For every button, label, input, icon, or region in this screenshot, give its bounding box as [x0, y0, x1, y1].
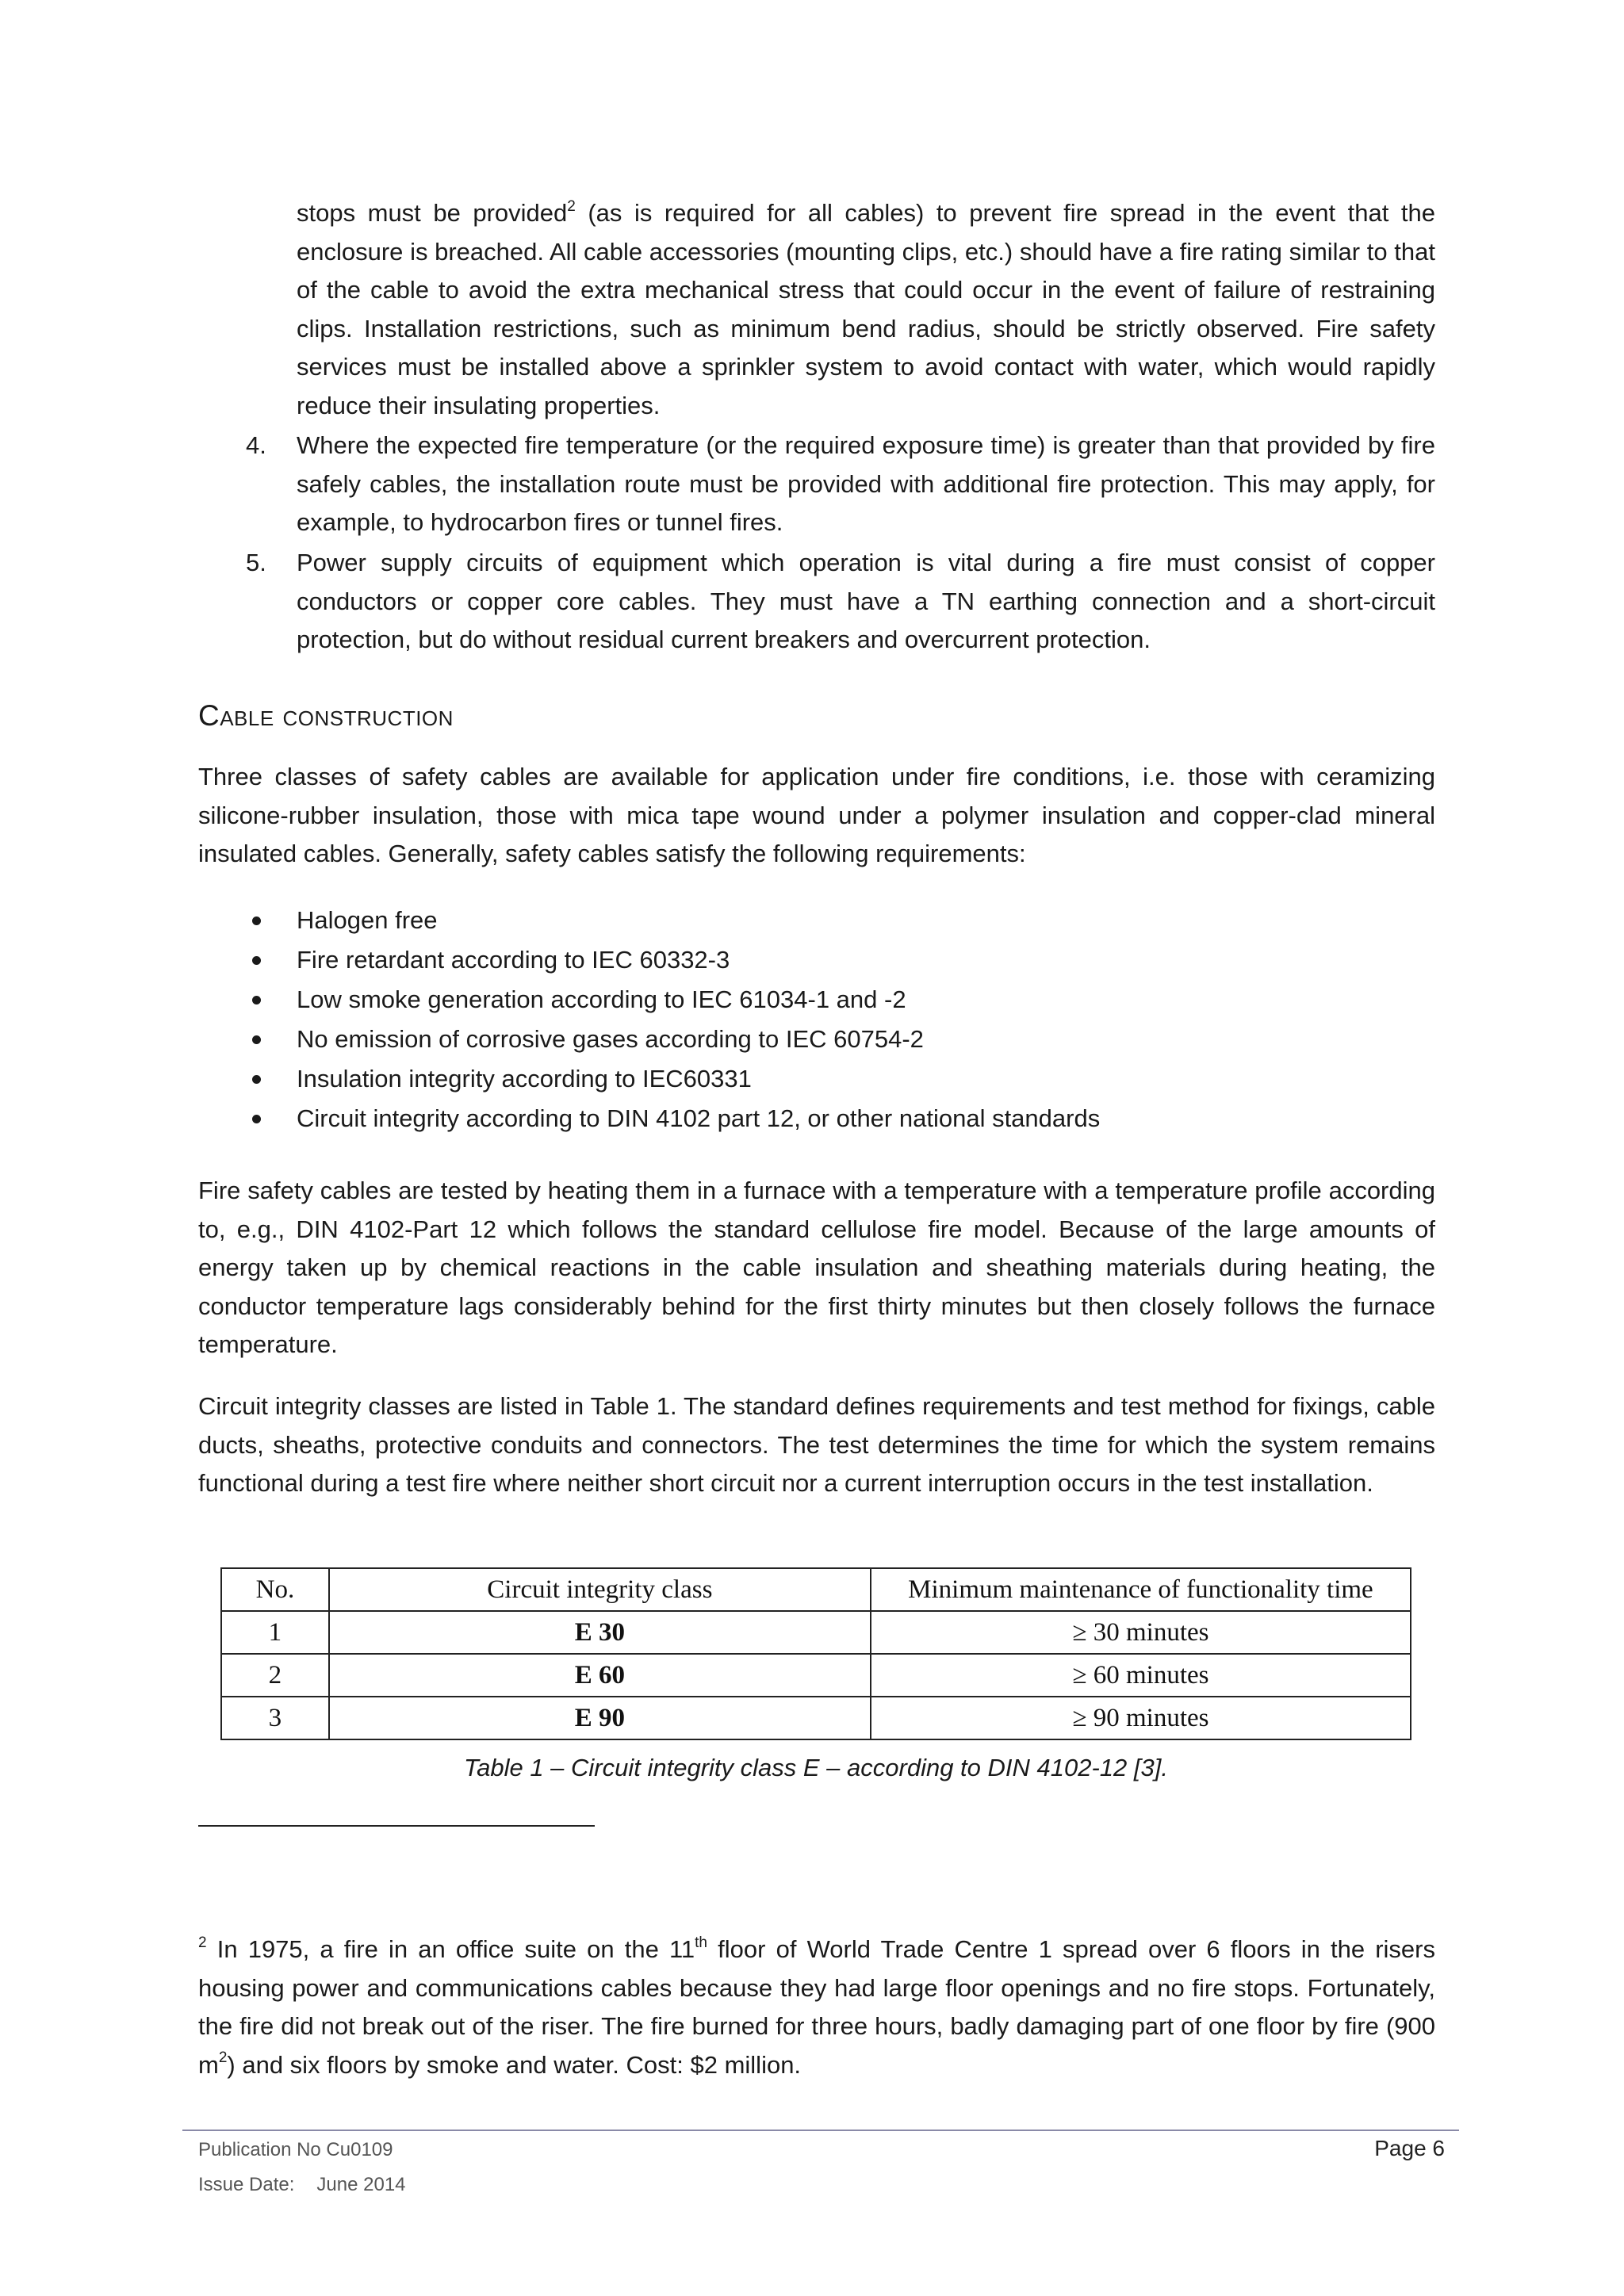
list-number: 4. — [246, 431, 266, 459]
column-header-time: Minimum maintenance of functionality time — [871, 1568, 1411, 1611]
squared-superscript: 2 — [218, 2049, 228, 2067]
cell-class: E 60 — [329, 1654, 871, 1697]
footnote-mark: 2 — [198, 1934, 207, 1951]
footnote — [198, 1931, 1435, 2084]
column-header-class: Circuit integrity class — [329, 1568, 871, 1611]
bullet-icon — [252, 1115, 261, 1123]
list-item — [198, 1059, 1435, 1099]
list-item-text: Where the expected fire temperature (or the required exposure time) is greater than that provided by fire safely cables, the installation route must be provided with additional fire protection. This may apply, for example, to hydrocarbon fires or tunnel fires. — [297, 431, 1435, 536]
footnote-reference-2[interactable]: 2 — [567, 197, 576, 215]
issue-date-label: Issue Date: — [198, 2174, 295, 2195]
table-caption: Table 1 – Circuit integrity class E – according to DIN 4102-12 [3]. — [464, 1754, 1168, 1781]
list-item-4 — [198, 427, 1435, 542]
bullet-text: Low smoke generation according to IEC 61034-1 and -2 — [297, 985, 906, 1013]
footnote-text-start: In 1975, a fire in an office suite on the 11 — [206, 1935, 695, 1963]
table-row — [221, 1611, 1411, 1654]
cell-time: ≥ 30 minutes — [871, 1611, 1411, 1654]
list-item-text: Power supply circuits of equipment which operation is vital during a fire must consist of copper conductors or copper core cables. They must have a TN earthing connection and a short-circuit protection, but do without residual current breakers and overcurrent protection. — [297, 549, 1435, 653]
section-heading: Cable construction — [198, 699, 454, 732]
footnote-text-middle: floor of World Trade Centre 1 spread over 6 floors in the risers housing power and communications cables because they had large floor openings and no fire stops. Fortunately, the fire did not break out of the riser. The fire burned for three hours, badly damaging part of one floor by fire (900 m — [198, 1935, 1435, 2079]
testing-paragraph: Fire safety cables are tested by heating them in a furnace with a temperature with a temperature profile according to, e.g., DIN 4102-Part 12 which follows the standard cellulose fire model. Because of the large amounts of energy taken up by chemical reactions in the cable insulation and sheathing materials during heating, the conductor temperature lags considerably behind for the first thirty minutes but then closely follows the furnace temperature. — [198, 1177, 1435, 1358]
intro-paragraph: Three classes of safety cables are available for application under fire conditions, i.e. those with ceramizing silicone-rubber insulation, those with mica tape wound under a polymer insulation and copper-clad mineral insulated cables. Generally, safety cables satisfy the following requirements: — [198, 763, 1435, 867]
list-number: 5. — [246, 549, 266, 576]
cell-no: 2 — [221, 1654, 329, 1697]
page-number: Page 6 — [1374, 2136, 1445, 2160]
bullet-text: Fire retardant according to IEC 60332-3 — [297, 946, 730, 974]
cell-class: E 90 — [329, 1697, 871, 1739]
continuation-text-rest: (as is required for all cables) to prevent fire spread in the event that the enclosure is breached. All cable accessories (mounting clips, etc.) should have a fire rating similar to that of the cable to avoid the extra mechanical stress that could occur in the event of failure of restraining clips. Installation restrictions, such as minimum bend radius, should be strictly observed. Fire safety services must be installed above a sprinkler system to avoid contact with water, which would rapidly reduce their insulating properties. — [297, 199, 1435, 419]
list-item — [198, 940, 1435, 980]
cell-time: ≥ 90 minutes — [871, 1697, 1411, 1739]
list-item — [198, 901, 1435, 940]
table-row — [221, 1654, 1411, 1697]
bullet-text: Insulation integrity according to IEC60331 — [297, 1065, 752, 1093]
footer-divider — [182, 2130, 1459, 2131]
cell-no: 1 — [221, 1611, 329, 1654]
footnote-separator — [198, 1825, 595, 1827]
table-header-row — [221, 1568, 1411, 1611]
requirements-list — [198, 901, 1435, 1138]
list-item — [198, 1020, 1435, 1059]
list-item-5 — [198, 544, 1435, 660]
list-item — [198, 1099, 1435, 1138]
ordinal-suffix: th — [695, 1934, 708, 1951]
bullet-icon — [252, 996, 261, 1004]
publication-number: Publication No Cu0109 — [198, 2139, 393, 2160]
issue-date — [198, 2174, 406, 2196]
circuit-integrity-table — [220, 1567, 1411, 1740]
continuation-text-start: stops must be provided — [297, 199, 568, 227]
bullet-icon — [252, 956, 261, 965]
bullet-icon — [252, 1075, 261, 1084]
table-row — [221, 1697, 1411, 1739]
bullet-text: No emission of corrosive gases according to IEC 60754-2 — [297, 1025, 924, 1053]
bullet-icon — [252, 1035, 261, 1044]
continuation-paragraph — [297, 194, 1435, 425]
cell-time: ≥ 60 minutes — [871, 1654, 1411, 1697]
cell-class: E 30 — [329, 1611, 871, 1654]
classes-paragraph: Circuit integrity classes are listed in Table 1. The standard defines requirements and test method for fixings, cable ducts, sheaths, protective conduits and connectors. The test determines the time for which the system remains functional during a test fire where neither short circuit nor a current interruption occurs in the test installation. — [198, 1392, 1435, 1497]
bullet-text: Halogen free — [297, 906, 438, 934]
issue-date-value: June 2014 — [316, 2174, 406, 2195]
bullet-icon — [252, 916, 261, 925]
list-item — [198, 980, 1435, 1020]
column-header-no: No. — [221, 1568, 329, 1611]
footnote-text-end: ) and six floors by smoke and water. Cost: $2 million. — [227, 2050, 802, 2079]
cell-no: 3 — [221, 1697, 329, 1739]
bullet-text: Circuit integrity according to DIN 4102 part 12, or other national standards — [297, 1104, 1101, 1132]
